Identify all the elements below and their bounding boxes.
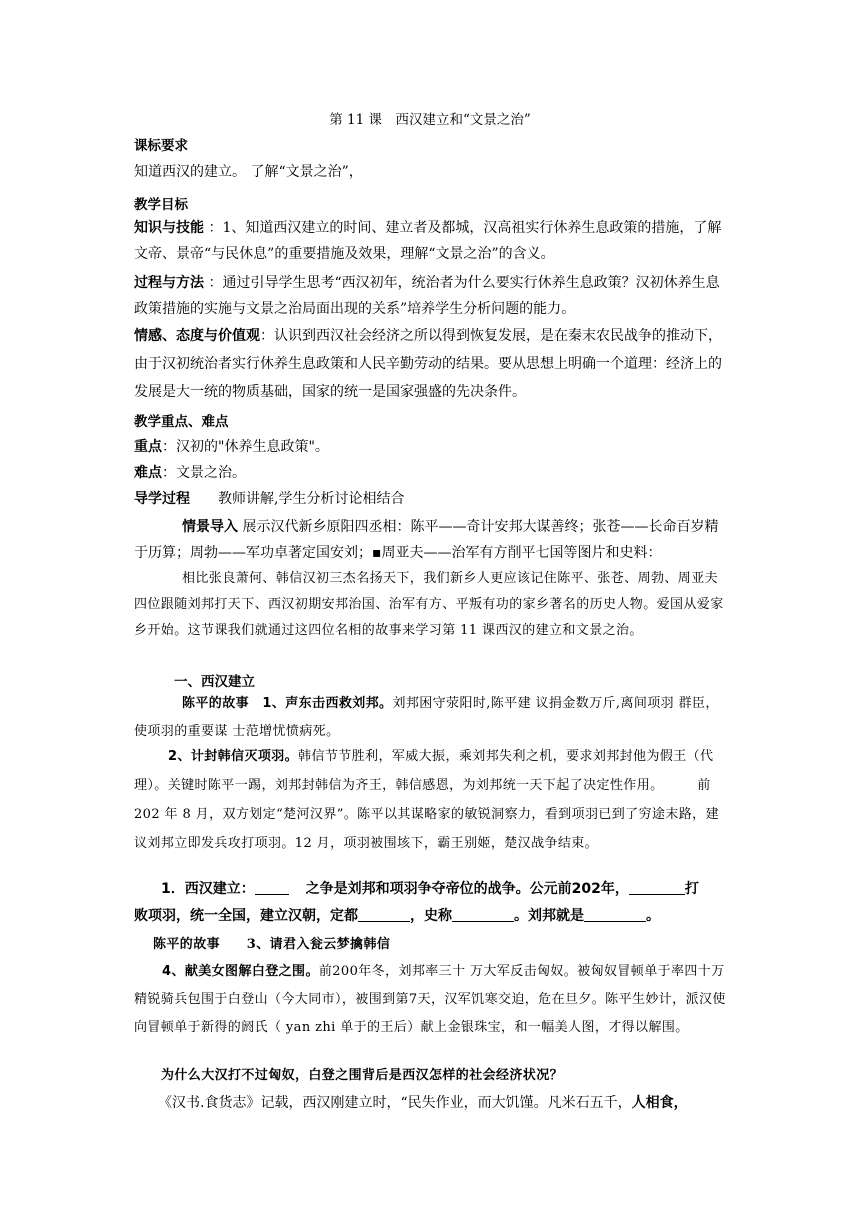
qinggan-text: ：认识到西汉社会经济之所以得到恢复发展，是在秦末农民战争的推动下，由于汉初统治者实行休养生息政策和人民辛勤劳动的结果。要从思想上明确一个道理：经济上的发展是大一统的物质基础，国家的统一是国家强盛的先决条件。 [134,328,722,400]
daoxue-label: 导学过程 [134,491,190,507]
zhishi-text: ：1、知道西汉建立的时间、建立者及都城，汉高祖实行休养生息政策的措施，了解文帝、景帝“与民休息”的重要措施及效果，理解“文景之治”的含义。 [134,220,722,262]
fill-q2-end: 。 [646,908,660,924]
fill-q2-prefix: 败项羽，统一全国，建立汉朝，定都 [134,908,358,924]
qingjing-paragraph [134,514,726,566]
fill-question-line1 [161,878,699,898]
blank-2[interactable] [629,880,685,895]
story2-paragraph [134,742,726,858]
zhongdian-heading: 教学重点、难点 [134,414,229,430]
story1-paragraph [134,690,726,746]
nandian-line [134,462,246,482]
question-line: 为什么大汉打不过匈奴，白登之围背后是西汉怎样的社会经济状况？ [161,1068,564,1083]
zhishi-label: 知识与技能 [134,220,204,236]
zhongdian-text: ：汉初的"休养生息政策"。 [162,439,329,455]
story4-label: 4、献美女图解白登之围。 [162,964,319,979]
qinggan-paragraph [134,322,726,406]
nandian-text: ：文景之治。 [162,465,246,481]
blank-4[interactable] [452,907,514,922]
daoxue-line [134,488,404,508]
zhongdian-label: 重点 [134,439,162,455]
fill-q1-middle: 之争是刘邦和项羽争夺帝位的战争。公元前202年， [300,881,629,897]
qingjing-intro-paragraph: 相比张良萧何、韩信汉初三杰名扬天下，我们新乡人更应该记住陈平、张苍、周勃、周亚夫四位跟随刘邦打天下、西汉初期安邦治国、治军有方、平叛有功的家乡著名的历史人物。爱国从爱家乡开始。这节课我们就通过这四位名相的故事来学习第 11 课西汉的建立和文景之治。 [134,571,724,638]
qingjing-text: 展示汉代新乡原阳四丞相：陈平——奇计安邦大谋善终；张苍——长命百岁精于历算；周勃——军功卓著定国安刘；▪周亚夫——治军有方削平七国等图片和史料： [134,519,719,561]
story1-text: 刘邦困守荥阳时,陈平建 议捐金数万斤,离间项羽 群臣，使项羽的重要谋 士范增忧愤病死。 [134,696,719,739]
fill-q1-prefix: 1．西汉建立： [161,881,255,897]
kebiao-heading: 课标要求 [134,138,188,154]
blank-1[interactable] [255,880,289,895]
hanshu-text: 《汉书.食货志》记载，西汉刚建立时，“民失作业，而大饥馑。凡米石五千， [158,1095,632,1111]
blank-5[interactable] [584,907,646,922]
daoxue-text: 教师讲解,学生分析讨论相结合 [218,491,405,507]
guocheng-paragraph [134,270,726,322]
mubiao-heading: 教学目标 [134,197,188,213]
blank-3[interactable] [358,907,410,922]
kebiao-text: 知道西汉的建立。 了解“文景之治”， [134,164,363,180]
story2-label: 2、计封韩信灭项羽。 [168,749,299,764]
guocheng-label: 过程与方法 [134,275,204,291]
story4-paragraph [134,958,726,1042]
hanshu-bold: 人相食， [631,1095,688,1111]
story4-text: 前200年冬，刘邦率三十 万大军反击匈奴。被匈奴冒顿单于率四十万精锐骑兵包围于白登山（今大同市），被围到第7天，汉军饥寒交迫，危在旦夕。陈平生妙计，派汉使向冒顿单于新得的阏氏（ yan zhi 单于的王后）献上金银珠宝，和一幅美人图，才得以解围。 [134,964,726,1035]
fill-q1-suffix: 打 [684,881,699,897]
qingjing-label: 情景导入 [182,519,238,535]
story1-label: 陈平的故事 1、声东击西救刘邦。 [182,696,393,711]
zhongdian-line [134,436,329,456]
nandian-label: 难点 [134,465,162,481]
zhishi-paragraph [134,215,726,267]
story3-line: 陈平的故事 3、请君入瓮云梦擒韩信 [153,937,391,952]
guocheng-text: ：通过引导学生思考“西汉初年，统治者为什么要实行休养生息政策？汉初休养生息政策措施的实施与文景之治局面出现的关系”培养学生分析问题的能力。 [134,275,720,317]
section1-heading: 一、西汉建立 [174,674,255,690]
qinggan-label: 情感、态度与价值观 [134,328,260,344]
fill-question-line2 [134,905,660,925]
fill-q2-middle: ，史称 [410,908,452,924]
lesson-title: 第 11 课 西汉建立和“文景之治” [329,112,531,128]
fill-q2-middle2: 。刘邦就是 [514,908,584,924]
story2-text: 韩信节节胜利，军威大振，乘刘邦失利之机，要求刘邦封他为假王（代理）。关键时陈平一踢，刘邦封韩信为齐王，韩信感恩，为刘邦统一天下起了决定性作用。 前 202 年 8 月，双方划定“楚河汉界”。陈平以其谋略家的敏锐洞察力，看到项羽已到了穷途末路，建议刘邦立即发兵攻打项羽。12 月，项羽被围垓下，霸王别姬，楚汉战争结束。 [134,749,719,851]
hanshu-line [158,1092,688,1112]
